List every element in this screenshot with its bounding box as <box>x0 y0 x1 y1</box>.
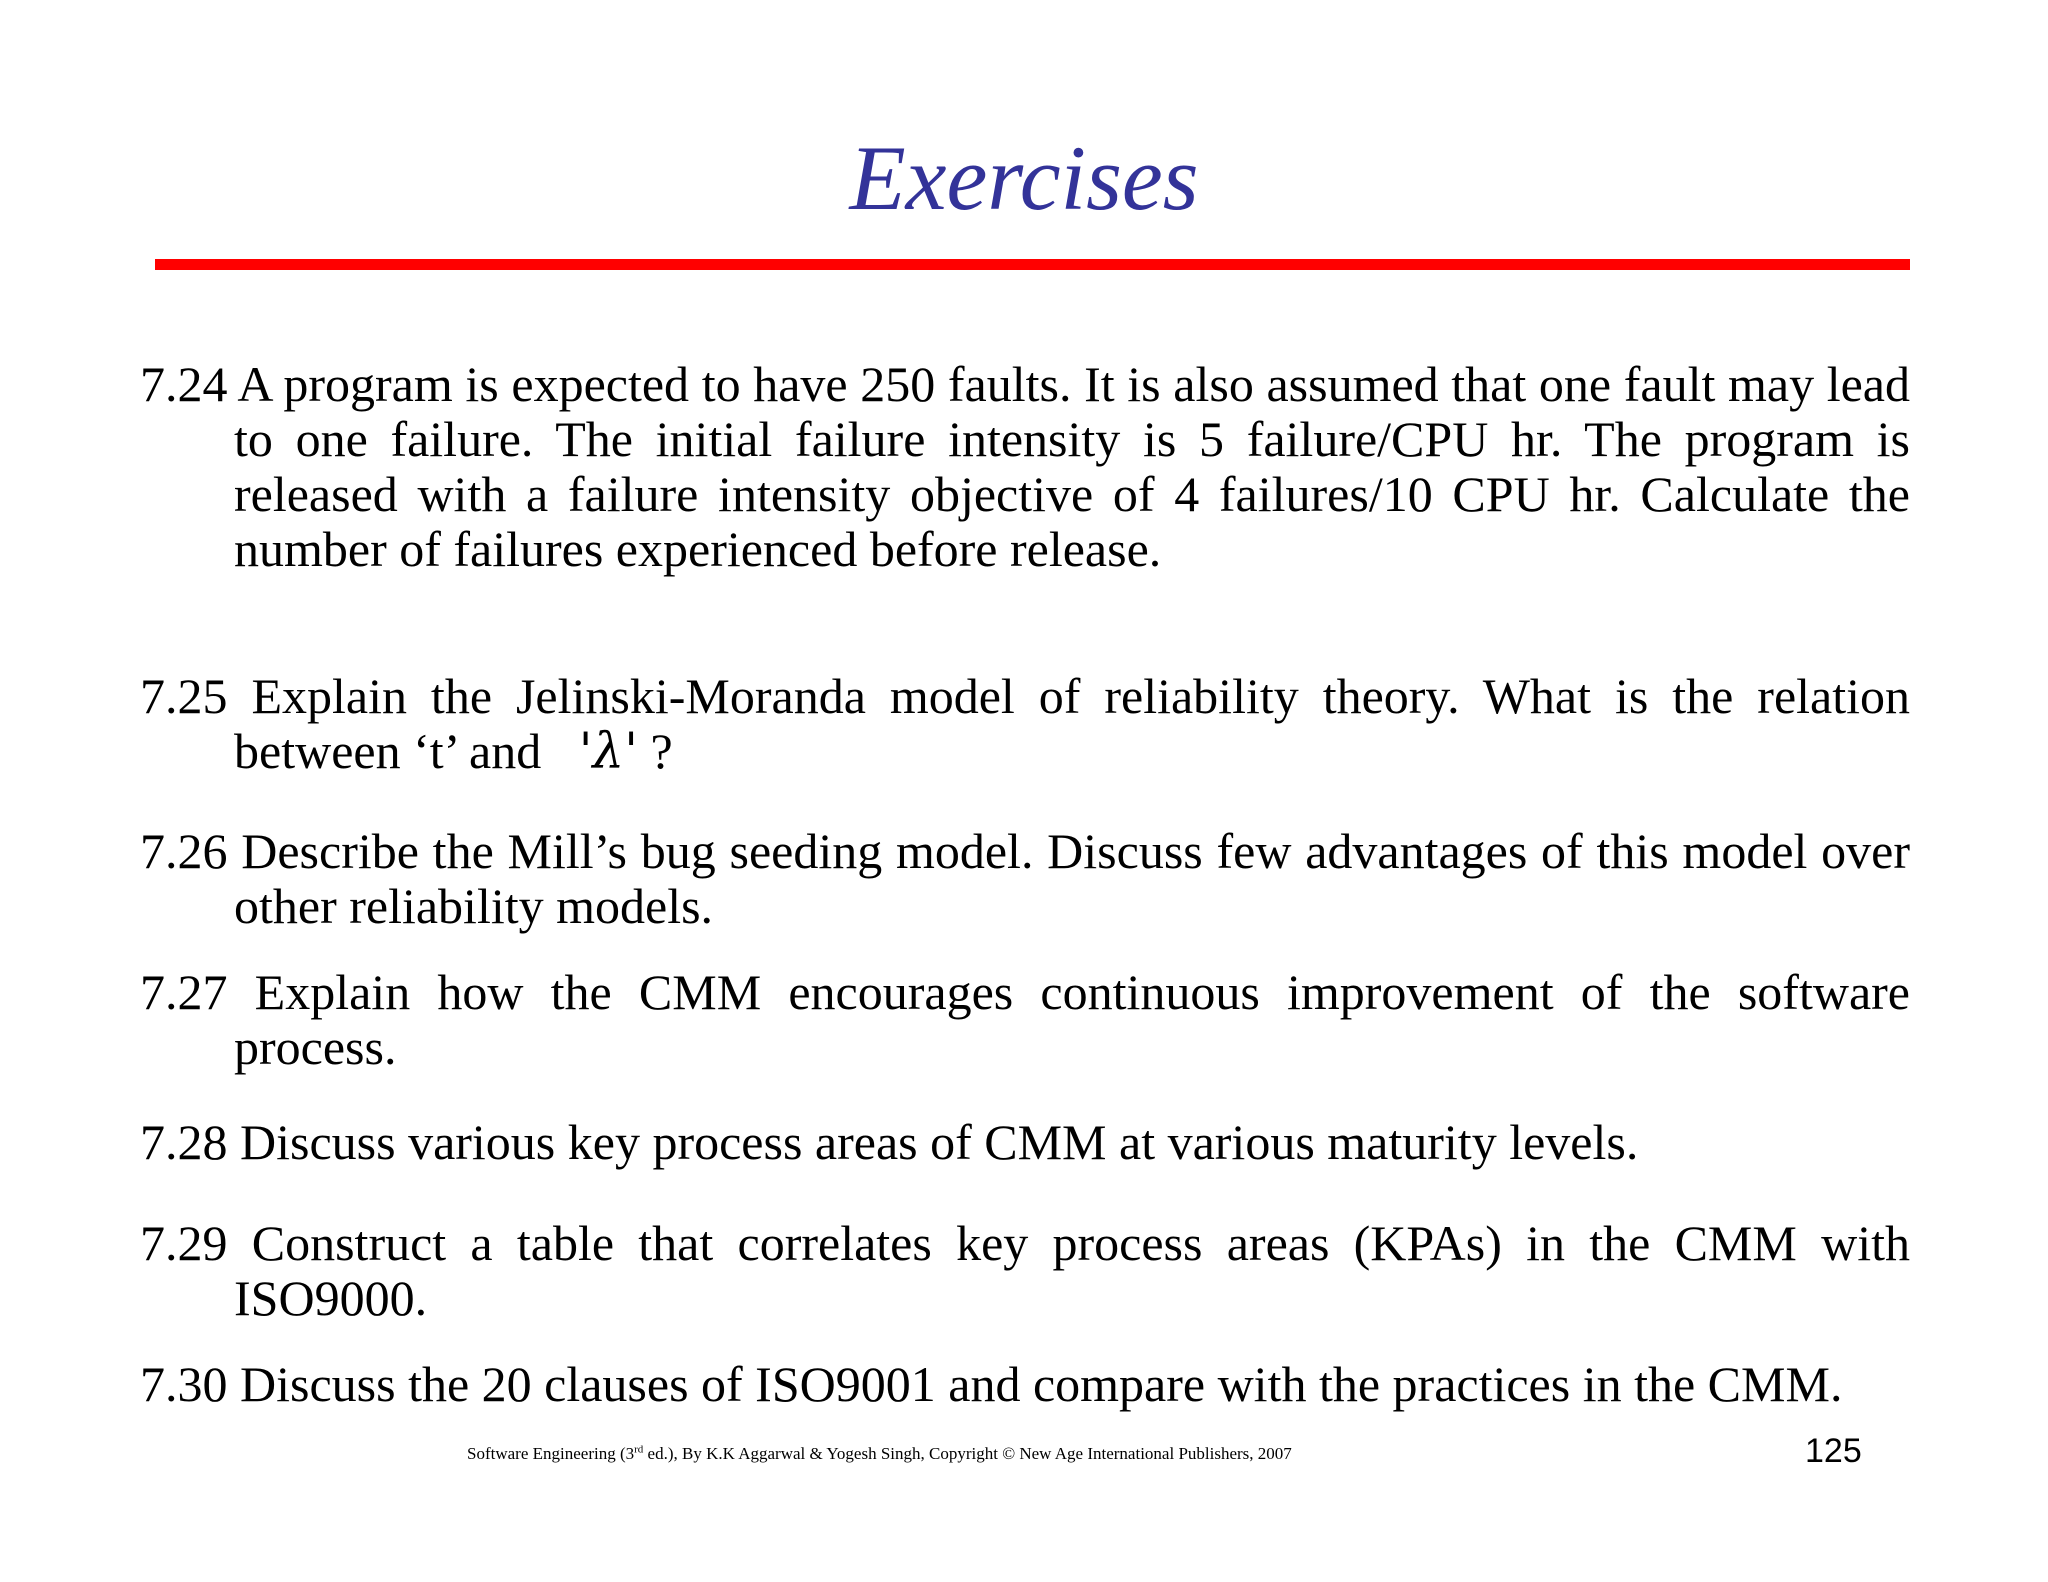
exercise-text: Describe the Mill’s bug seeding model. Discuss few advantages of this model over other reliability models. <box>234 823 1911 934</box>
exercise-number: 7.24 <box>140 356 228 412</box>
footer-superscript: rd <box>634 1443 644 1456</box>
exercise-text: Explain how the CMM encourages continuous improvement of the software process. <box>234 964 1910 1075</box>
lambda-symbol: 'λ' <box>578 722 638 780</box>
exercise-text-end: ? <box>650 723 673 779</box>
exercise-text: Construct a table that correlates key process areas (KPAs) in the CMM with ISO9000. <box>234 1215 1910 1326</box>
footer-citation: Software Engineering (3rd ed.), By K.K Aggarwal & Yogesh Singh, Copyright © New Age International Publishers, 2007 <box>467 1443 1292 1463</box>
exercise-text: Discuss various key process areas of CMM at various maturity levels. <box>240 1114 1639 1170</box>
exercise-item <box>140 824 1910 934</box>
exercise-item <box>140 1216 1910 1326</box>
exercise-item <box>140 1357 1910 1412</box>
exercise-number: 7.29 <box>140 1215 228 1271</box>
exercise-text: Discuss the 20 clauses of ISO9001 and compare with the practices in the CMM. <box>240 1356 1843 1412</box>
exercise-item <box>140 965 1910 1075</box>
exercise-text: A program is expected to have 250 faults. It is also assumed that one fault may lead to one failure. The initial failure intensity is 5 failure/CPU hr. The program is released with a failure intensity objective of 4 failures/10 CPU hr. Calculate the number of failures experienced before release. <box>234 356 1910 577</box>
title-divider <box>155 259 1910 270</box>
exercise-number: 7.25 <box>140 668 228 724</box>
exercise-item <box>140 357 1910 577</box>
exercise-number: 7.28 <box>140 1114 228 1170</box>
exercise-number: 7.30 <box>140 1356 228 1412</box>
exercise-number: 7.26 <box>140 823 228 879</box>
exercise-number: 7.27 <box>140 964 228 1020</box>
exercise-item <box>140 1115 1910 1170</box>
exercise-text: Explain the Jelinski-Moranda model of reliability theory. What is the relation between ‘t’ and <box>234 668 1910 779</box>
slide-title: Exercises <box>849 127 1199 229</box>
page-number: 125 <box>1805 1432 1862 1470</box>
exercise-item <box>140 669 1910 779</box>
